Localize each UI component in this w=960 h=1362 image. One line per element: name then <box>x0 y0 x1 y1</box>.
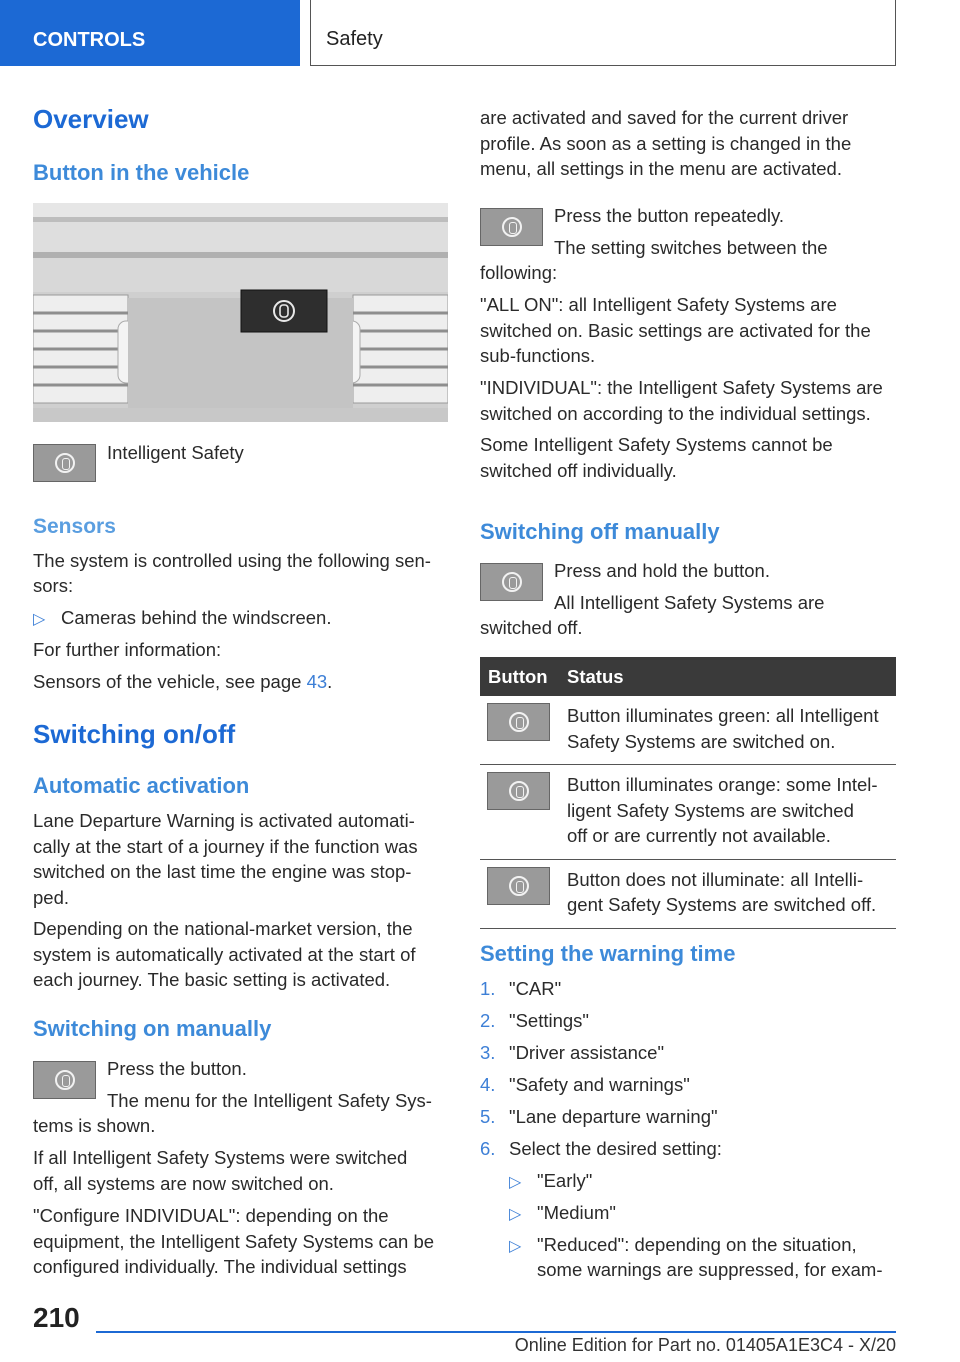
button-caption: Intelligent Safety <box>107 442 244 463</box>
press-hold-text: Press and hold the button. <box>554 560 770 581</box>
heading-switching-on-manually: Switching on manually <box>33 1016 272 1041</box>
all-on-text: "ALL ON": all Intelligent Safety Systems are switched on. Basic settings are activated for the sub-functions. <box>480 294 871 366</box>
following-text: following: <box>480 262 558 283</box>
sensors-ref: Sensors of the vehicle, see page 43. <box>33 671 333 692</box>
button-off-icon <box>487 867 550 905</box>
auto-paragraph-1: Lane Departure Warning is activated automati- cally at the start of a journey if the function was switched on the last time the engine was stop- ped. <box>33 810 418 908</box>
intelligent-safety-button-icon <box>33 1061 96 1099</box>
heading-switching-off-manually: Switching off manually <box>480 519 720 544</box>
sensors-line1: The system is controlled using the following sen- <box>33 550 431 571</box>
menu-shown-text-2: tems is shown. <box>33 1115 156 1136</box>
press-repeatedly-text: Press the button repeatedly. <box>554 205 785 226</box>
heading-warning-time: Setting the warning time <box>480 941 736 966</box>
topic-tab <box>310 0 896 66</box>
bullet-triangle-icon: ▷ <box>509 1238 522 1255</box>
sensors-line2: sors: <box>33 575 74 596</box>
heading-button-in-vehicle: Button in the vehicle <box>33 160 250 185</box>
intelligent-safety-button-icon <box>33 444 96 482</box>
heading-sensors: Sensors <box>33 515 116 538</box>
menu-shown-text-1: The menu for the Intelligent Safety Sys- <box>107 1090 432 1111</box>
bullet-triangle-icon: ▷ <box>33 611 46 628</box>
list-item: 6. Select the desired setting: <box>480 1138 722 1159</box>
list-item: 4. "Safety and warnings" <box>480 1074 690 1095</box>
footer-divider <box>96 1331 896 1333</box>
list-item: 5. "Lane departure warning" <box>480 1106 718 1127</box>
configure-individual-text: "Configure INDIVIDUAL": depending on the equipment, the Intelligent Safety Systems can be configured individually. The individual settings <box>33 1205 435 1277</box>
sub-item-reduced-cont: some warnings are suppressed, for exam- <box>537 1259 883 1280</box>
intelligent-safety-button-icon <box>480 208 543 246</box>
bullet-triangle-icon: ▷ <box>509 1206 522 1223</box>
sub-item-early: ▷ "Early" <box>509 1168 592 1196</box>
further-info: For further information: <box>33 639 222 660</box>
button-green-icon <box>487 703 550 741</box>
page-link-43[interactable]: 43 <box>306 671 328 692</box>
heading-overview: Overview <box>33 104 149 134</box>
setting-switches-text: The setting switches between the <box>554 237 828 258</box>
section-label: CONTROLS <box>33 29 146 51</box>
table-header-row <box>480 657 896 696</box>
press-button-text: Press the button. <box>107 1058 247 1079</box>
sensors-bullet: ▷ Cameras behind the windscreen. <box>33 605 331 633</box>
button-status-table <box>480 657 896 929</box>
heading-auto-activation: Automatic activation <box>33 773 250 798</box>
all-off-text-1: All Intelligent Safety Systems are <box>554 592 825 613</box>
bullet-triangle-icon: ▷ <box>509 1174 522 1191</box>
button-orange-icon <box>487 772 550 810</box>
status-off: Button does not illuminate: all Intelli- gent Safety Systems are switched off. <box>559 859 896 928</box>
individual-text: "INDIVIDUAL": the Intelligent Safety Systems are switched on according to the individual settings. <box>480 377 883 424</box>
table-row <box>480 765 896 860</box>
vehicle-interior-illustration <box>33 203 448 422</box>
intelligent-safety-button-icon <box>480 563 543 601</box>
topic-label: Safety <box>326 28 383 50</box>
status-orange: Button illuminates orange: some Intel- ligent Safety Systems are switched off or are currently not available. <box>559 765 896 860</box>
table-row <box>480 859 896 928</box>
col-header-button: Button <box>480 657 559 696</box>
settings-activated-text: are activated and saved for the current driver profile. As soon as a setting is changed in the menu, all settings in the menu are activated. <box>480 107 852 179</box>
section-tab[interactable] <box>0 0 300 66</box>
list-item: 1. "CAR" <box>480 978 562 999</box>
sub-item-medium: ▷ "Medium" <box>509 1200 616 1228</box>
footer-edition: Online Edition for Part no. 01405A1E3C4 - X/20 <box>514 1335 896 1355</box>
cannot-switch-off-text: Some Intelligent Safety Systems cannot be switched off individually. <box>480 434 833 481</box>
auto-paragraph-2: Depending on the national-market version, the system is automatically activated at the start of each journey. The basic setting is activated. <box>33 918 416 990</box>
table-row <box>480 696 896 765</box>
list-item: 3. "Driver assistance" <box>480 1042 665 1063</box>
sub-item-reduced: ▷ "Reduced": depending on the situation, <box>509 1232 857 1260</box>
page-number: 210 <box>33 1302 80 1333</box>
heading-switching: Switching on/off <box>33 719 236 749</box>
list-item: 2. "Settings" <box>480 1010 589 1031</box>
all-off-text-2: switched off. <box>480 617 583 638</box>
vehicle-button-photo <box>33 203 448 422</box>
all-switched-on-text: If all Intelligent Safety Systems were switched off, all systems are now switched on. <box>33 1147 408 1194</box>
col-header-status: Status <box>559 657 896 696</box>
status-green: Button illuminates green: all Intelligent Safety Systems are switched on. <box>559 696 896 765</box>
